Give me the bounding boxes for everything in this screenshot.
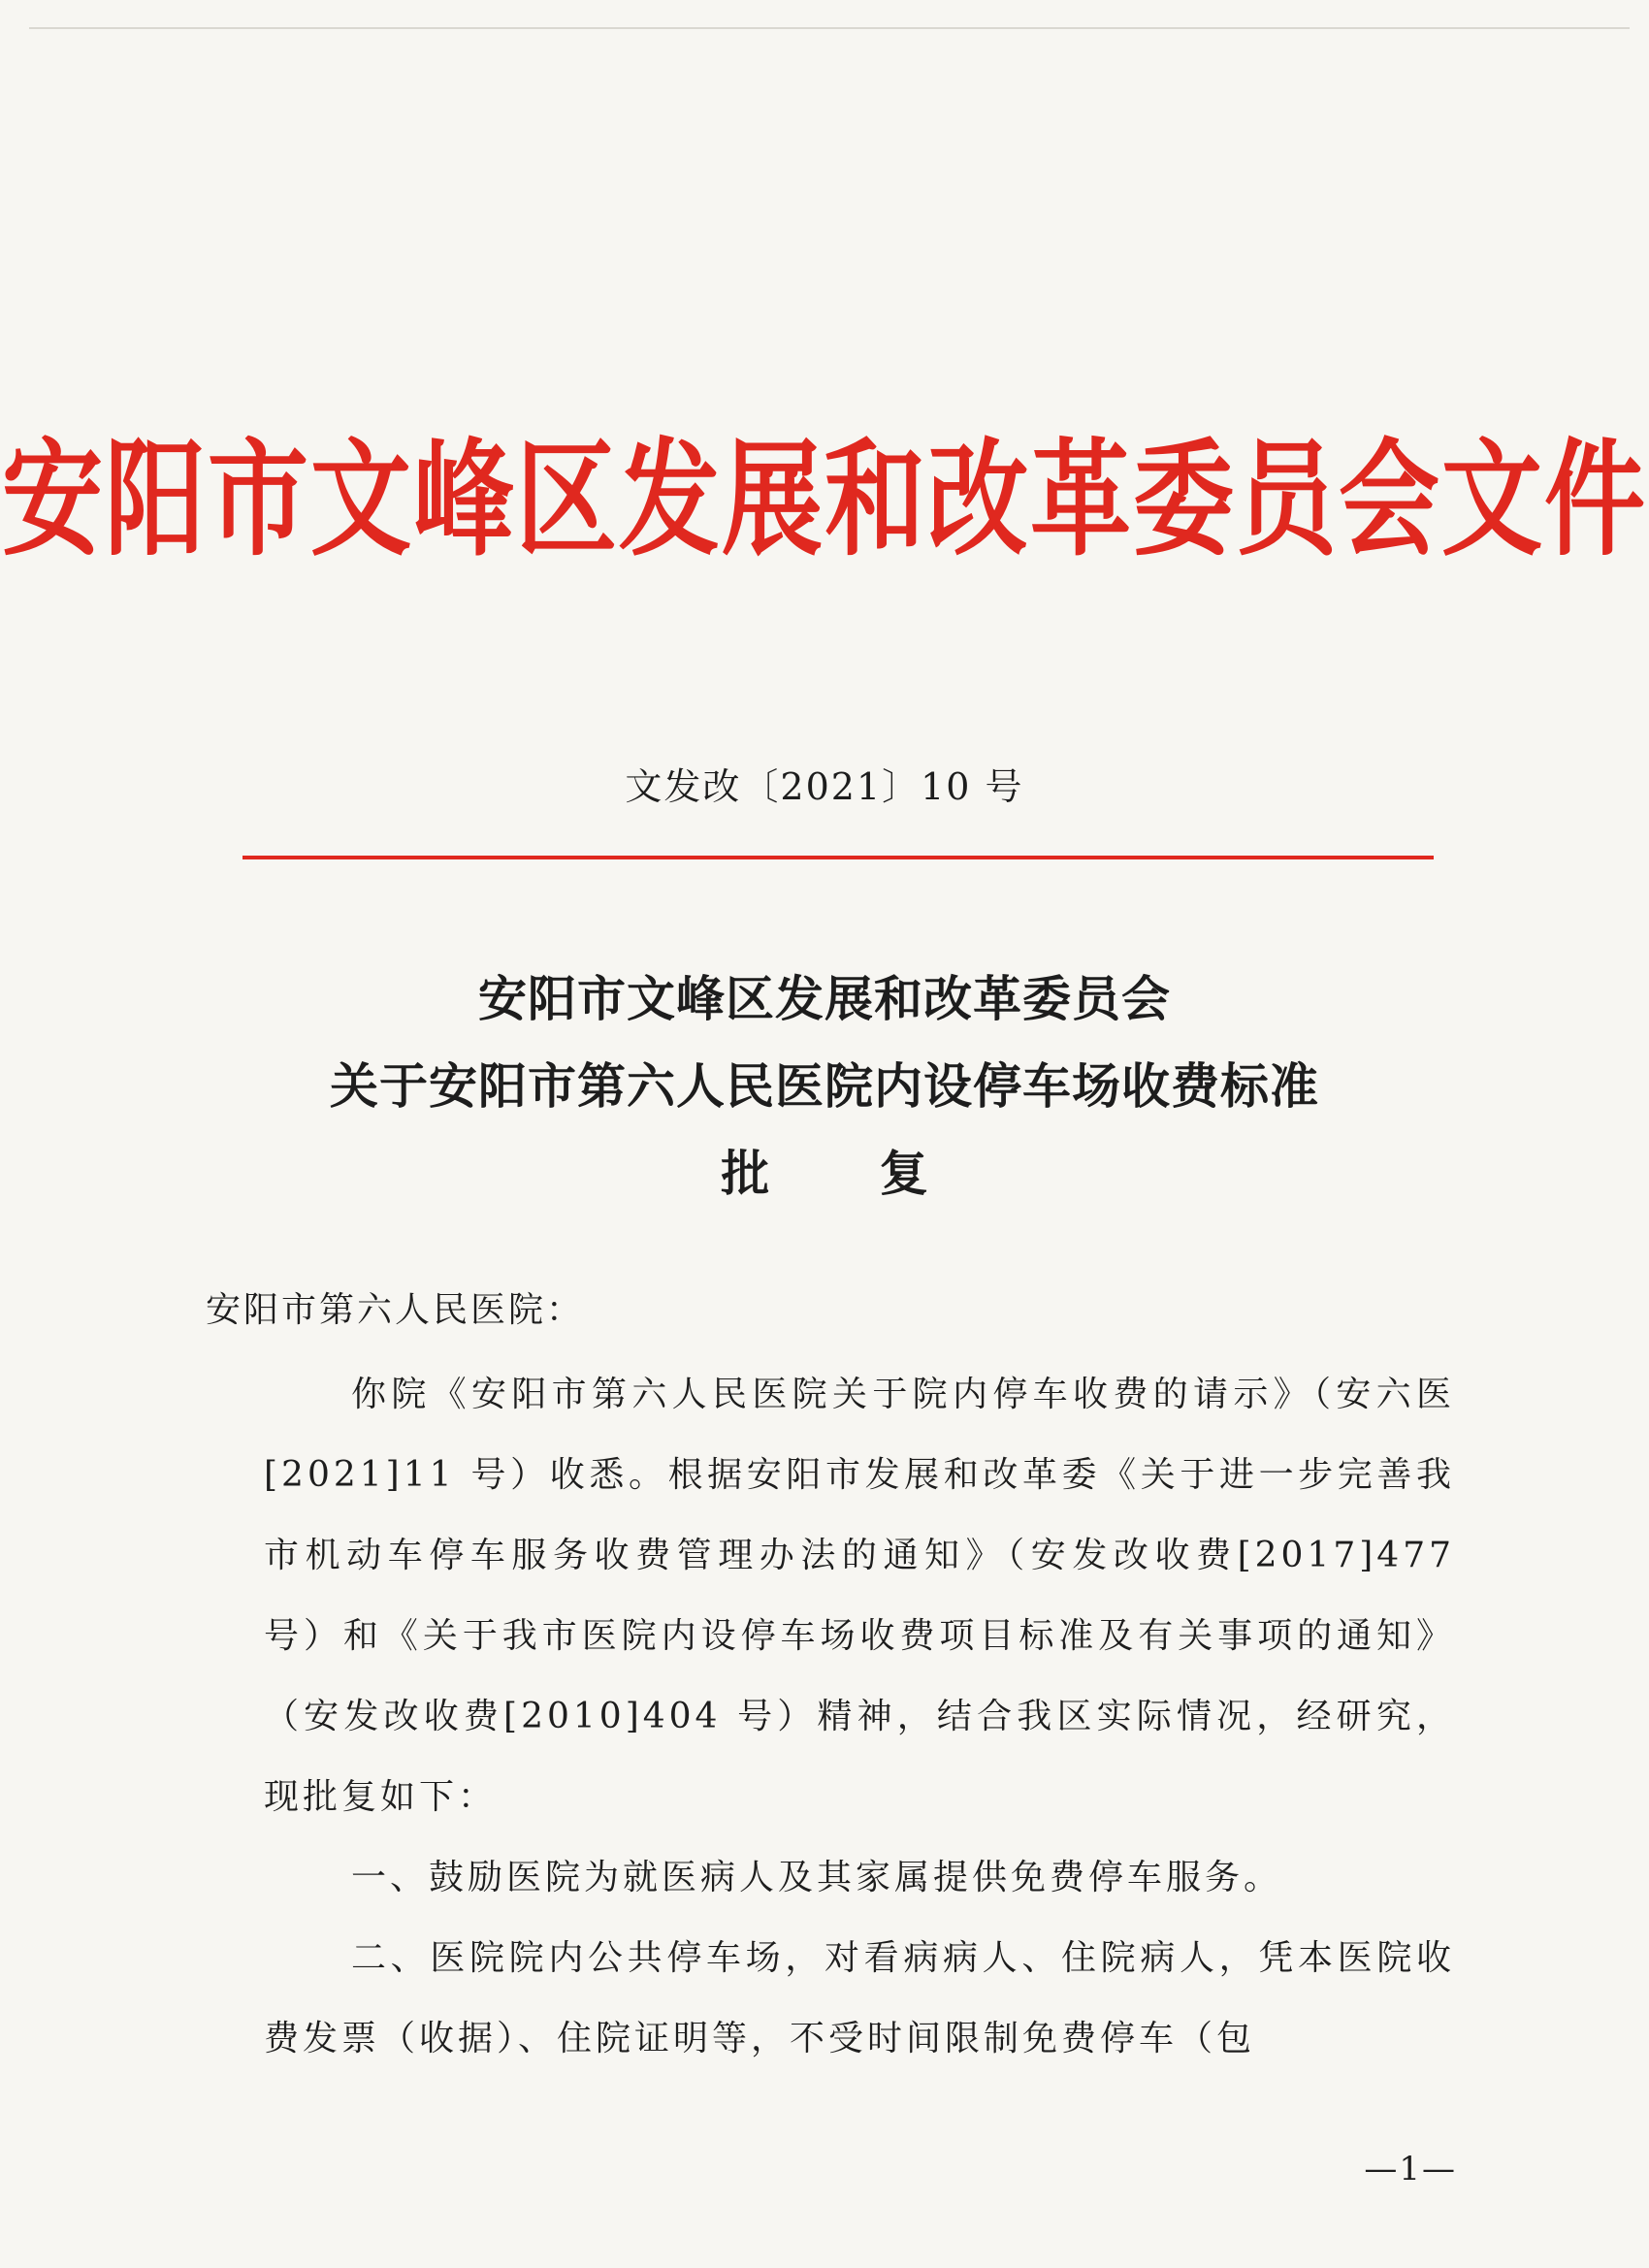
- body-paragraph-2: 一、鼓励医院为就医病人及其家属提供免费停车服务。: [351, 1858, 1283, 1897]
- salutation: 安阳市第六人民医院：: [206, 1290, 585, 1330]
- title-line-3: 批 复: [721, 1146, 975, 1202]
- document-title: [0, 956, 1649, 1217]
- document-masthead: 安阳市文峰区发展和改革委员会文件: [1, 425, 1647, 574]
- red-separator-line: [242, 856, 1434, 859]
- title-line-2: 关于安阳市第六人民医院内设停车场收费标准: [330, 1058, 1319, 1115]
- body-paragraph-3: 二、医院院内公共停车场，对看病病人、住院病人，凭本医院收费发票（收据）、住院证明等，不受时间限制免费停车（包: [264, 1938, 1455, 2058]
- body-paragraph-1: 你院《安阳市第六人民医院关于院内停车收费的请示》（安六医[2021]11 号）收悉。根据安阳市发展和改革委《关于进一步完善我市机动车停车服务收费管理办法的通知》（安发改收费[2017]477 号）和《关于我市医院内设停车场收费项目标准及有关事项的通知》（安发改收费[2010]404 号）精神，结合我区实际情况，经研究，现批复如下：: [264, 1375, 1455, 1817]
- page-top-edge: [29, 27, 1630, 29]
- page-number: —1—: [1364, 2150, 1457, 2188]
- document-body: [264, 1354, 1455, 2079]
- document-number: 文发改〔2021〕10 号: [625, 765, 1024, 808]
- title-line-1: 安阳市文峰区发展和改革委员会: [478, 971, 1171, 1027]
